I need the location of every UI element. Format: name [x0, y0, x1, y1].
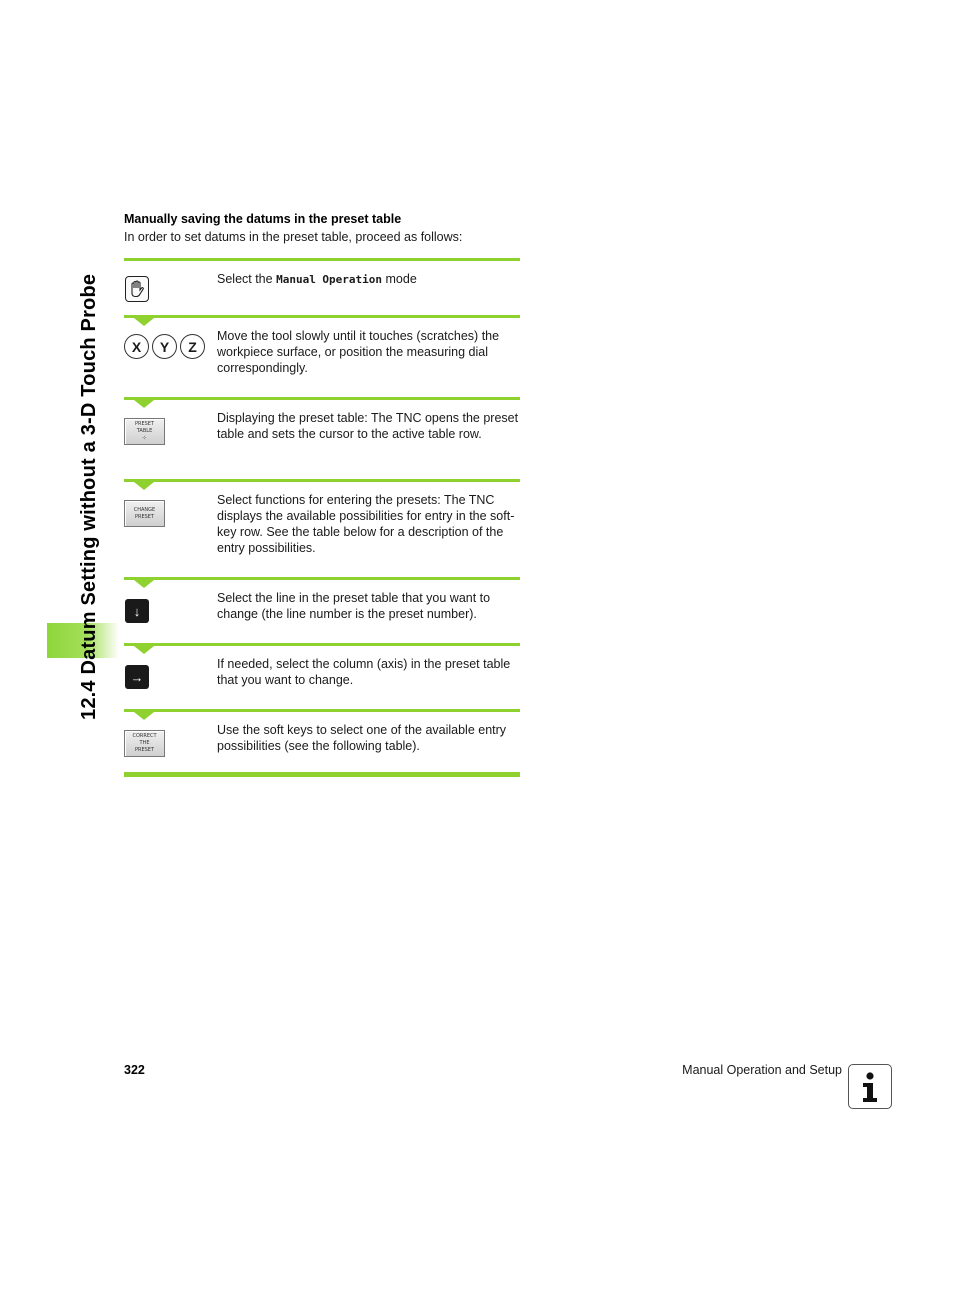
footer-title: Manual Operation and Setup — [682, 1063, 842, 1077]
step-1-text: Select the Manual Operation mode — [217, 272, 417, 286]
manual-operation-code: Manual Operation — [276, 273, 383, 286]
procedure-steps — [124, 258, 520, 777]
arrow-right-key-icon[interactable]: → — [125, 665, 149, 689]
step-3 — [124, 400, 520, 479]
step-7 — [124, 712, 520, 772]
section-heading: Manually saving the datums in the preset table — [124, 212, 402, 226]
hand-icon — [129, 280, 145, 298]
step-6 — [124, 646, 520, 709]
step-1 — [124, 261, 520, 315]
preset-table-softkey[interactable]: PRESET TABLE ⊹ — [124, 418, 165, 445]
chapter-title-vertical: 12.4 Datum Setting without a 3-D Touch Probe — [78, 273, 100, 720]
step-4-text: Select functions for entering the presets: The TNC displays the available possibilities for entry in the soft-key row. See the table below for a description of the entry possibilities. — [217, 493, 515, 555]
steps-end-divider — [124, 772, 520, 777]
step-6-text: If needed, select the column (axis) in the preset table that you want to change. — [217, 657, 511, 687]
step-2-text: Move the tool slowly until it touches (scratches) the workpiece surface, or position the measuring dial correspondingly. — [217, 329, 500, 375]
info-glyph-icon — [858, 1071, 882, 1103]
axis-key-z[interactable]: Z — [180, 334, 205, 359]
intro-text: In order to set datums in the preset table, proceed as follows: — [124, 230, 463, 244]
correct-the-preset-softkey[interactable]: CORRECT THE PRESET — [124, 730, 165, 757]
step-4 — [124, 482, 520, 577]
axis-key-x[interactable]: X — [124, 334, 149, 359]
manual-operation-key-icon[interactable] — [125, 276, 149, 302]
arrow-down-key-icon[interactable]: ↓ — [125, 599, 149, 623]
axis-key-y[interactable]: Y — [152, 334, 177, 359]
step-2 — [124, 318, 520, 397]
step-7-text: Use the soft keys to select one of the available entry possibilities (see the following table). — [217, 723, 507, 753]
step-3-text: Displaying the preset table: The TNC opens the preset table and sets the cursor to the active table row. — [217, 411, 519, 441]
step-5 — [124, 580, 520, 643]
change-preset-softkey[interactable]: CHANGE PRESET — [124, 500, 165, 527]
page-number: 322 — [124, 1063, 145, 1077]
step-5-text: Select the line in the preset table that you want to change (the line number is the preset number). — [217, 591, 491, 621]
axis-keys — [124, 334, 205, 359]
info-icon — [848, 1064, 892, 1109]
